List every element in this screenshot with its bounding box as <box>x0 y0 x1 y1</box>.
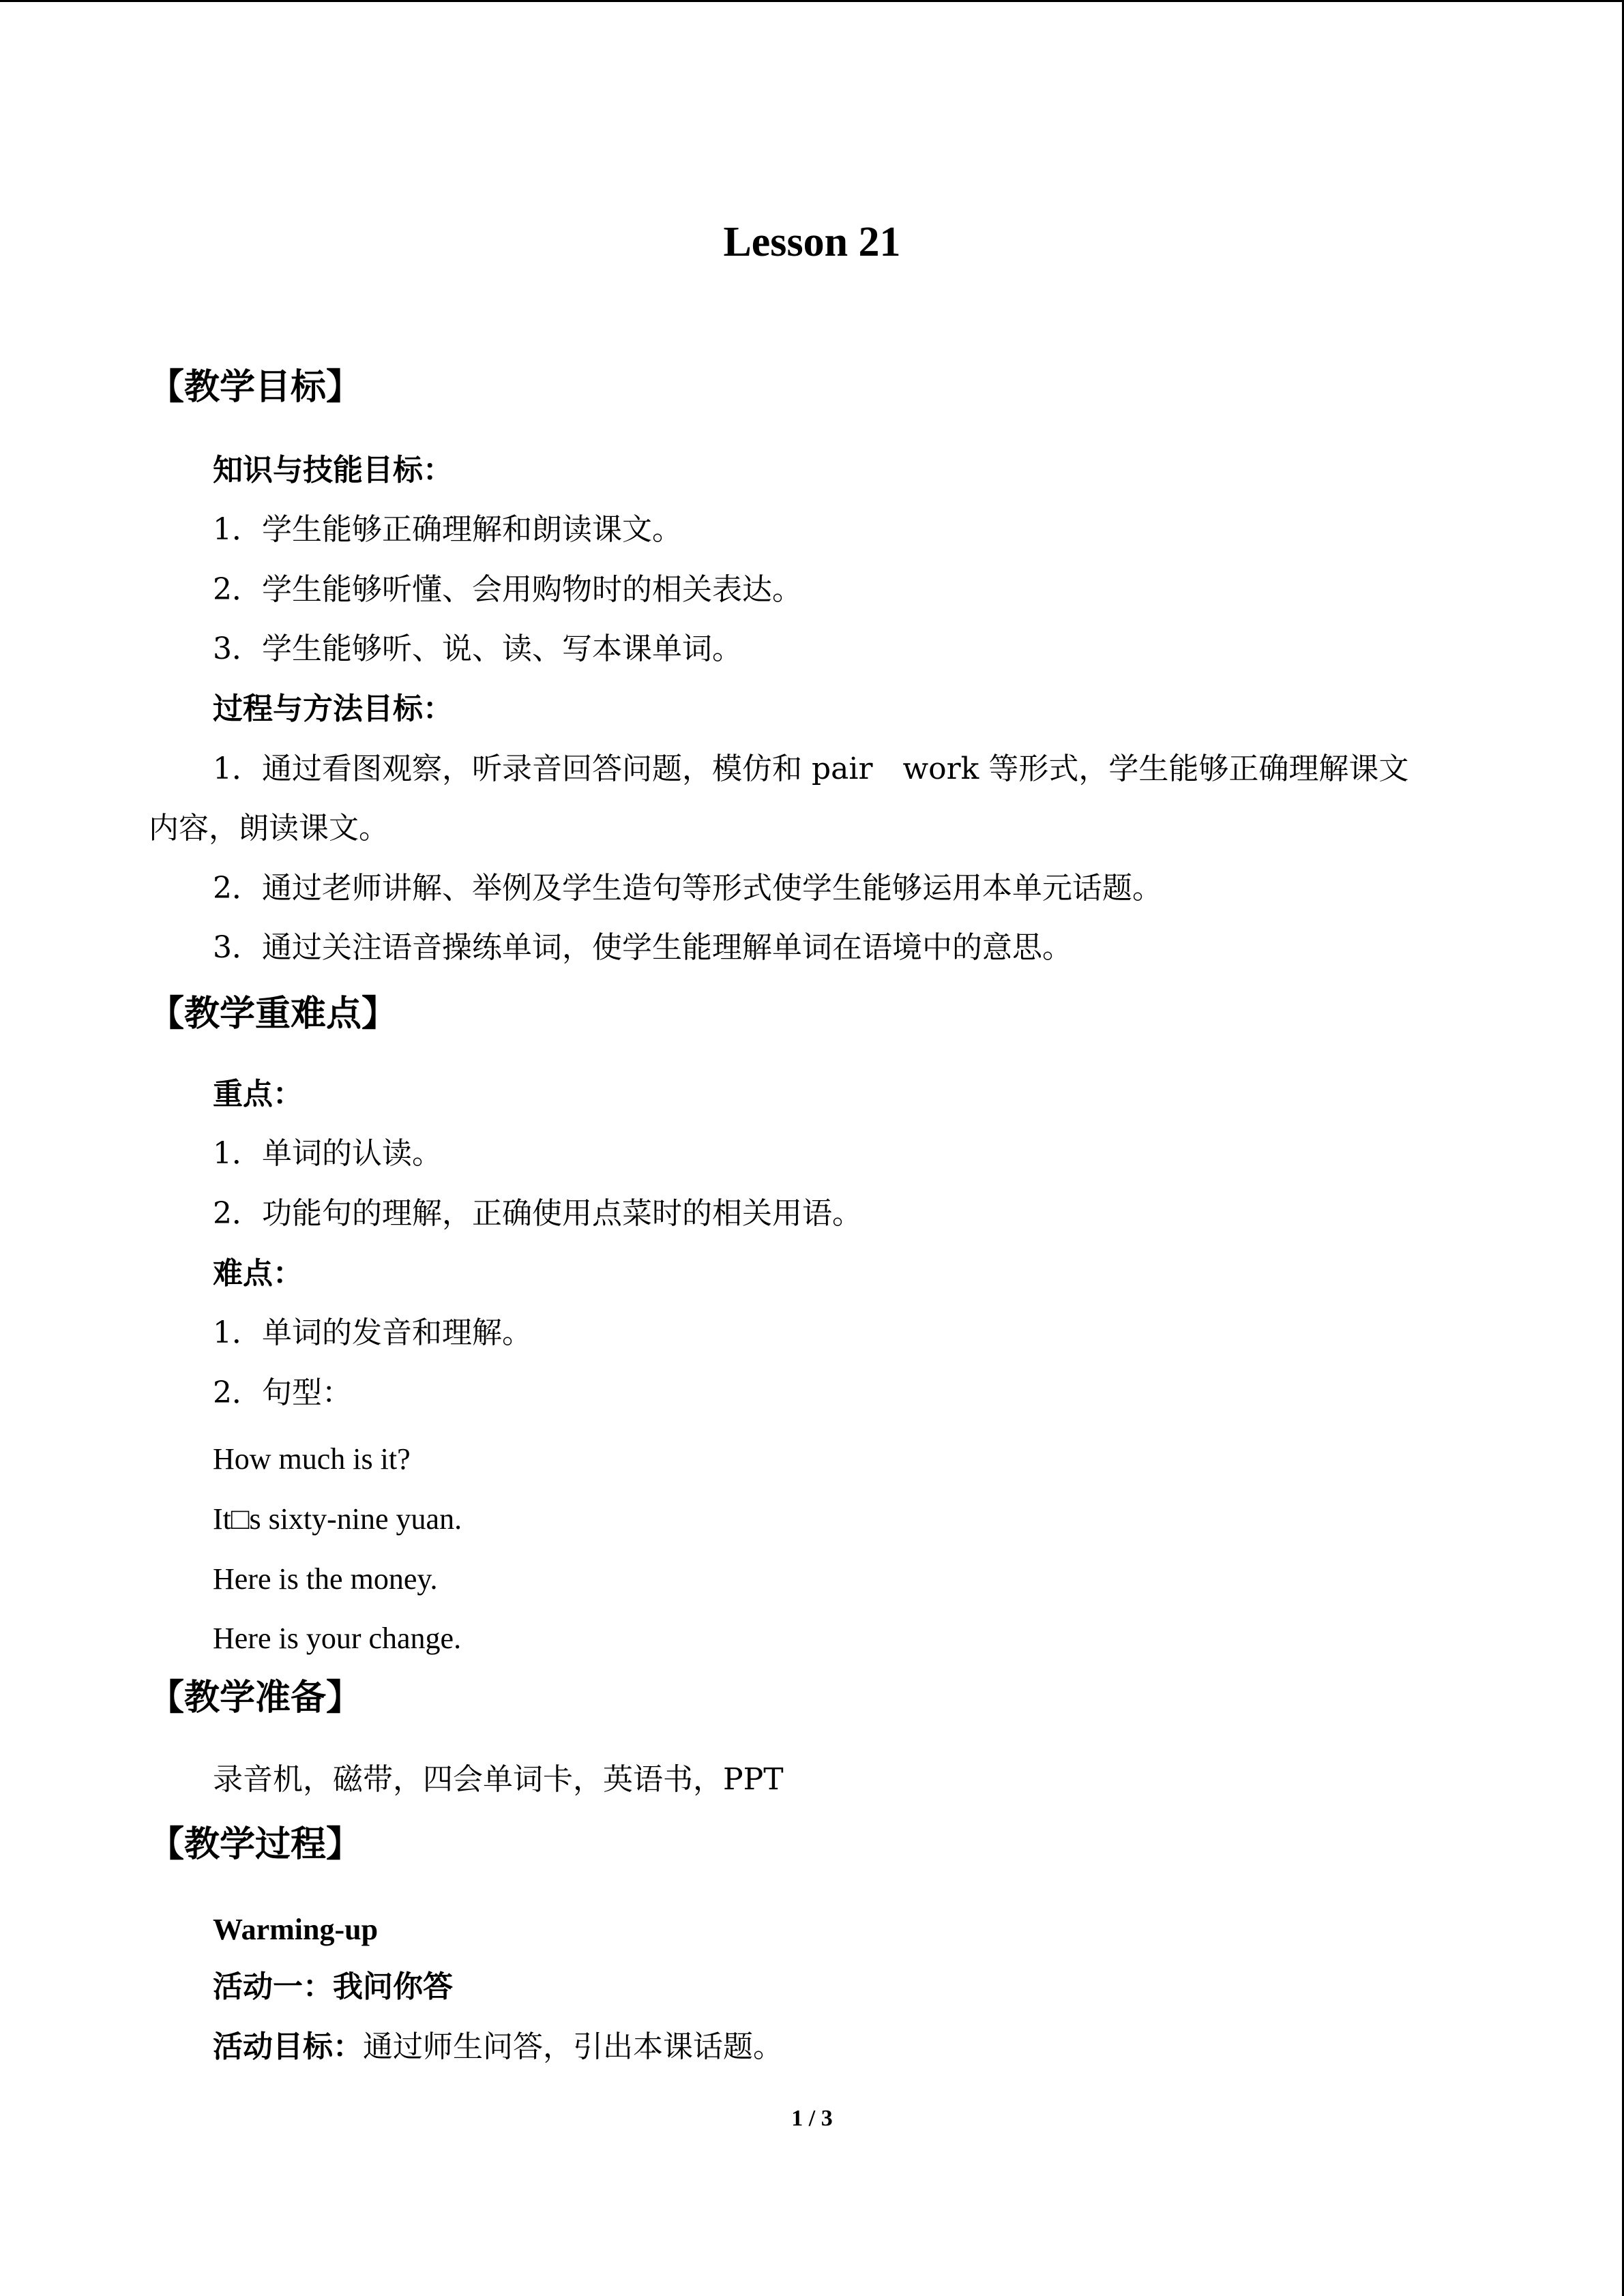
process-item: 3．通过关注语音操练单词，使学生能理解单词在语境中的意思。 <box>213 930 1072 965</box>
sentence-pattern: It□s sixty-nine yuan. <box>213 1502 462 1536</box>
section-heading-objectives: 【教学目标】 <box>149 366 362 408</box>
activity-goal <box>213 2027 783 2068</box>
section-heading-procedure: 【教学过程】 <box>149 1823 362 1865</box>
sentence-pattern: Here is the money. <box>213 1562 438 1596</box>
section-heading-key-points: 【教学重难点】 <box>149 993 398 1034</box>
process-title: 过程与方法目标： <box>213 691 453 726</box>
process-item-line: 1．通过看图观察，听录音回答问题，模仿和 pair work 等形式，学生能够正确理解课文 <box>213 751 1409 786</box>
activity-title: 活动一：我问你答 <box>213 1969 453 2004</box>
focus-item: 1．单词的认读。 <box>213 1136 442 1171</box>
difficulty-item: 2．句型： <box>213 1375 352 1410</box>
focus-item: 2．功能句的理解，正确使用点菜时的相关用语。 <box>213 1196 862 1231</box>
knowledge-item: 3．学生能够听、说、读、写本课单词。 <box>213 631 742 666</box>
sentence-pattern: How much is it? <box>213 1442 411 1476</box>
section-heading-preparation: 【教学准备】 <box>149 1677 362 1718</box>
sentence-pattern: Here is your change. <box>213 1622 462 1655</box>
knowledge-title: 知识与技能目标： <box>213 453 453 488</box>
knowledge-item: 1．学生能够正确理解和朗读课文。 <box>213 512 682 547</box>
process-item: 2．通过老师讲解、举例及学生造句等形式使学生能够运用本单元话题。 <box>213 871 1162 906</box>
page-number: 1 / 3 <box>791 2106 833 2131</box>
focus-title: 重点： <box>213 1077 303 1112</box>
page-title: Lesson 21 <box>723 219 901 265</box>
activity-goal-text: 通过师生问答，引出本课话题。 <box>363 2029 783 2064</box>
process-item-line-cont: 内容，朗读课文。 <box>149 811 389 846</box>
activity-goal-label: 活动目标： <box>213 2029 363 2064</box>
warming-up-title: Warming-up <box>213 1913 379 1946</box>
knowledge-item: 2．学生能够听懂、会用购物时的相关表达。 <box>213 572 802 607</box>
difficulty-title: 难点： <box>213 1256 303 1291</box>
difficulty-item: 1．单词的发音和理解。 <box>213 1315 532 1350</box>
preparation-text: 录音机，磁带，四会单词卡，英语书，PPT <box>213 1762 784 1797</box>
